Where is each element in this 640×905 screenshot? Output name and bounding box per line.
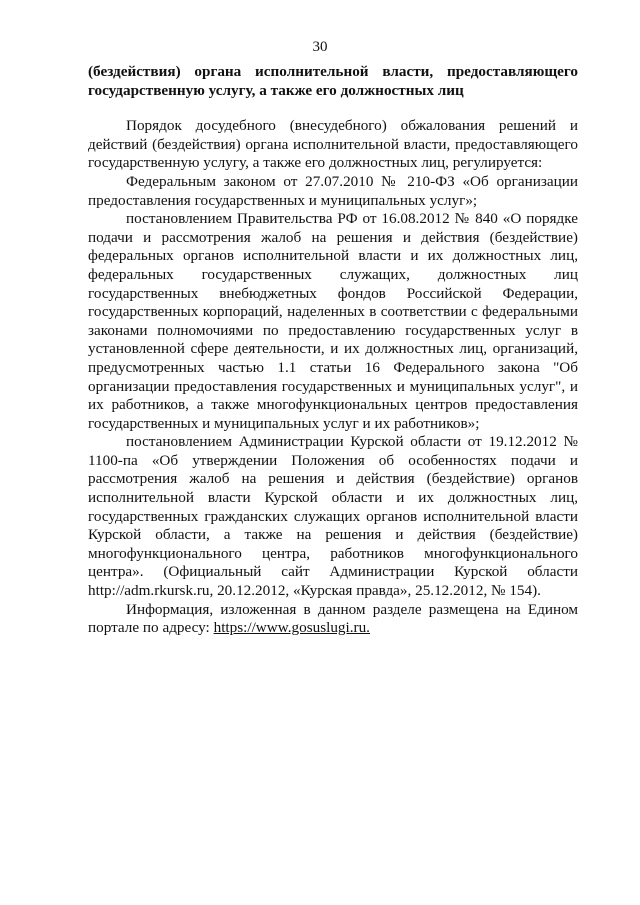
paragraph-kursk-resolution: постановлением Администрации Курской области от 19.12.2012 № 1100-па «Об утверждении Положения об особенностях подачи и рассмотрения жалоб на решения и действия (бездействие) органов исполнительной власти Курской области и их должностных лиц, государственных гражданских служащих органов исполнительной власти Курской области, а также на решения и действия (бездействие) многофункционального центра, работников многофункционального центра». (Официальный сайт Администрации Курской области http://adm.rkursk.ru, 20.12.2012, «Курская правда», 25.12.2012, № 154). [88,433,578,600]
section-heading: (бездействия) органа исполнительной власти, предоставляющего государственную услугу, а также его должностных лиц [88,63,578,99]
portal-info-text: Информация, изложенная в данном разделе размещена на Едином портале по адресу: [88,600,578,637]
paragraph-intro: Порядок досудебного (внесудебного) обжалования решений и действий (бездействия) органа исполнительной власти, предоставляющего государственную услугу, а также его должностных лиц, регулируется: [88,117,578,172]
page-number: 30 [312,39,328,55]
paragraph-government-resolution: постановлением Правительства РФ от 16.08.2012 № 840 «О порядке подачи и рассмотрения жалоб на решения и действия (бездействие) федеральных органов исполнительной власти и их должностных лиц, федеральных государственных служащих, должностных лиц государственных внебюджетных фондов Российской Федерации, государственных корпораций, наделенных в соответствии с федеральными законами полномочиями по предоставлению государственных услуг в установленной сфере деятельности, и их должностных лиц, организаций, предусмотренных частью 1.1 статьи 16 Федерального закона "Об организации предоставления государственных и муниципальных услуг", и их работников, а также многофункциональных центров предоставления государственных и муниципальных услуг и их работников»; [88,210,578,432]
paragraph-portal-info [88,601,578,638]
document-body [88,63,578,638]
portal-link[interactable]: https://www.gosuslugi.ru. [213,619,370,637]
paragraph-federal-law: Федеральным законом от 27.07.2010 № 210-ФЗ «Об организации предоставления государственных и муниципальных услуг»; [88,172,578,209]
